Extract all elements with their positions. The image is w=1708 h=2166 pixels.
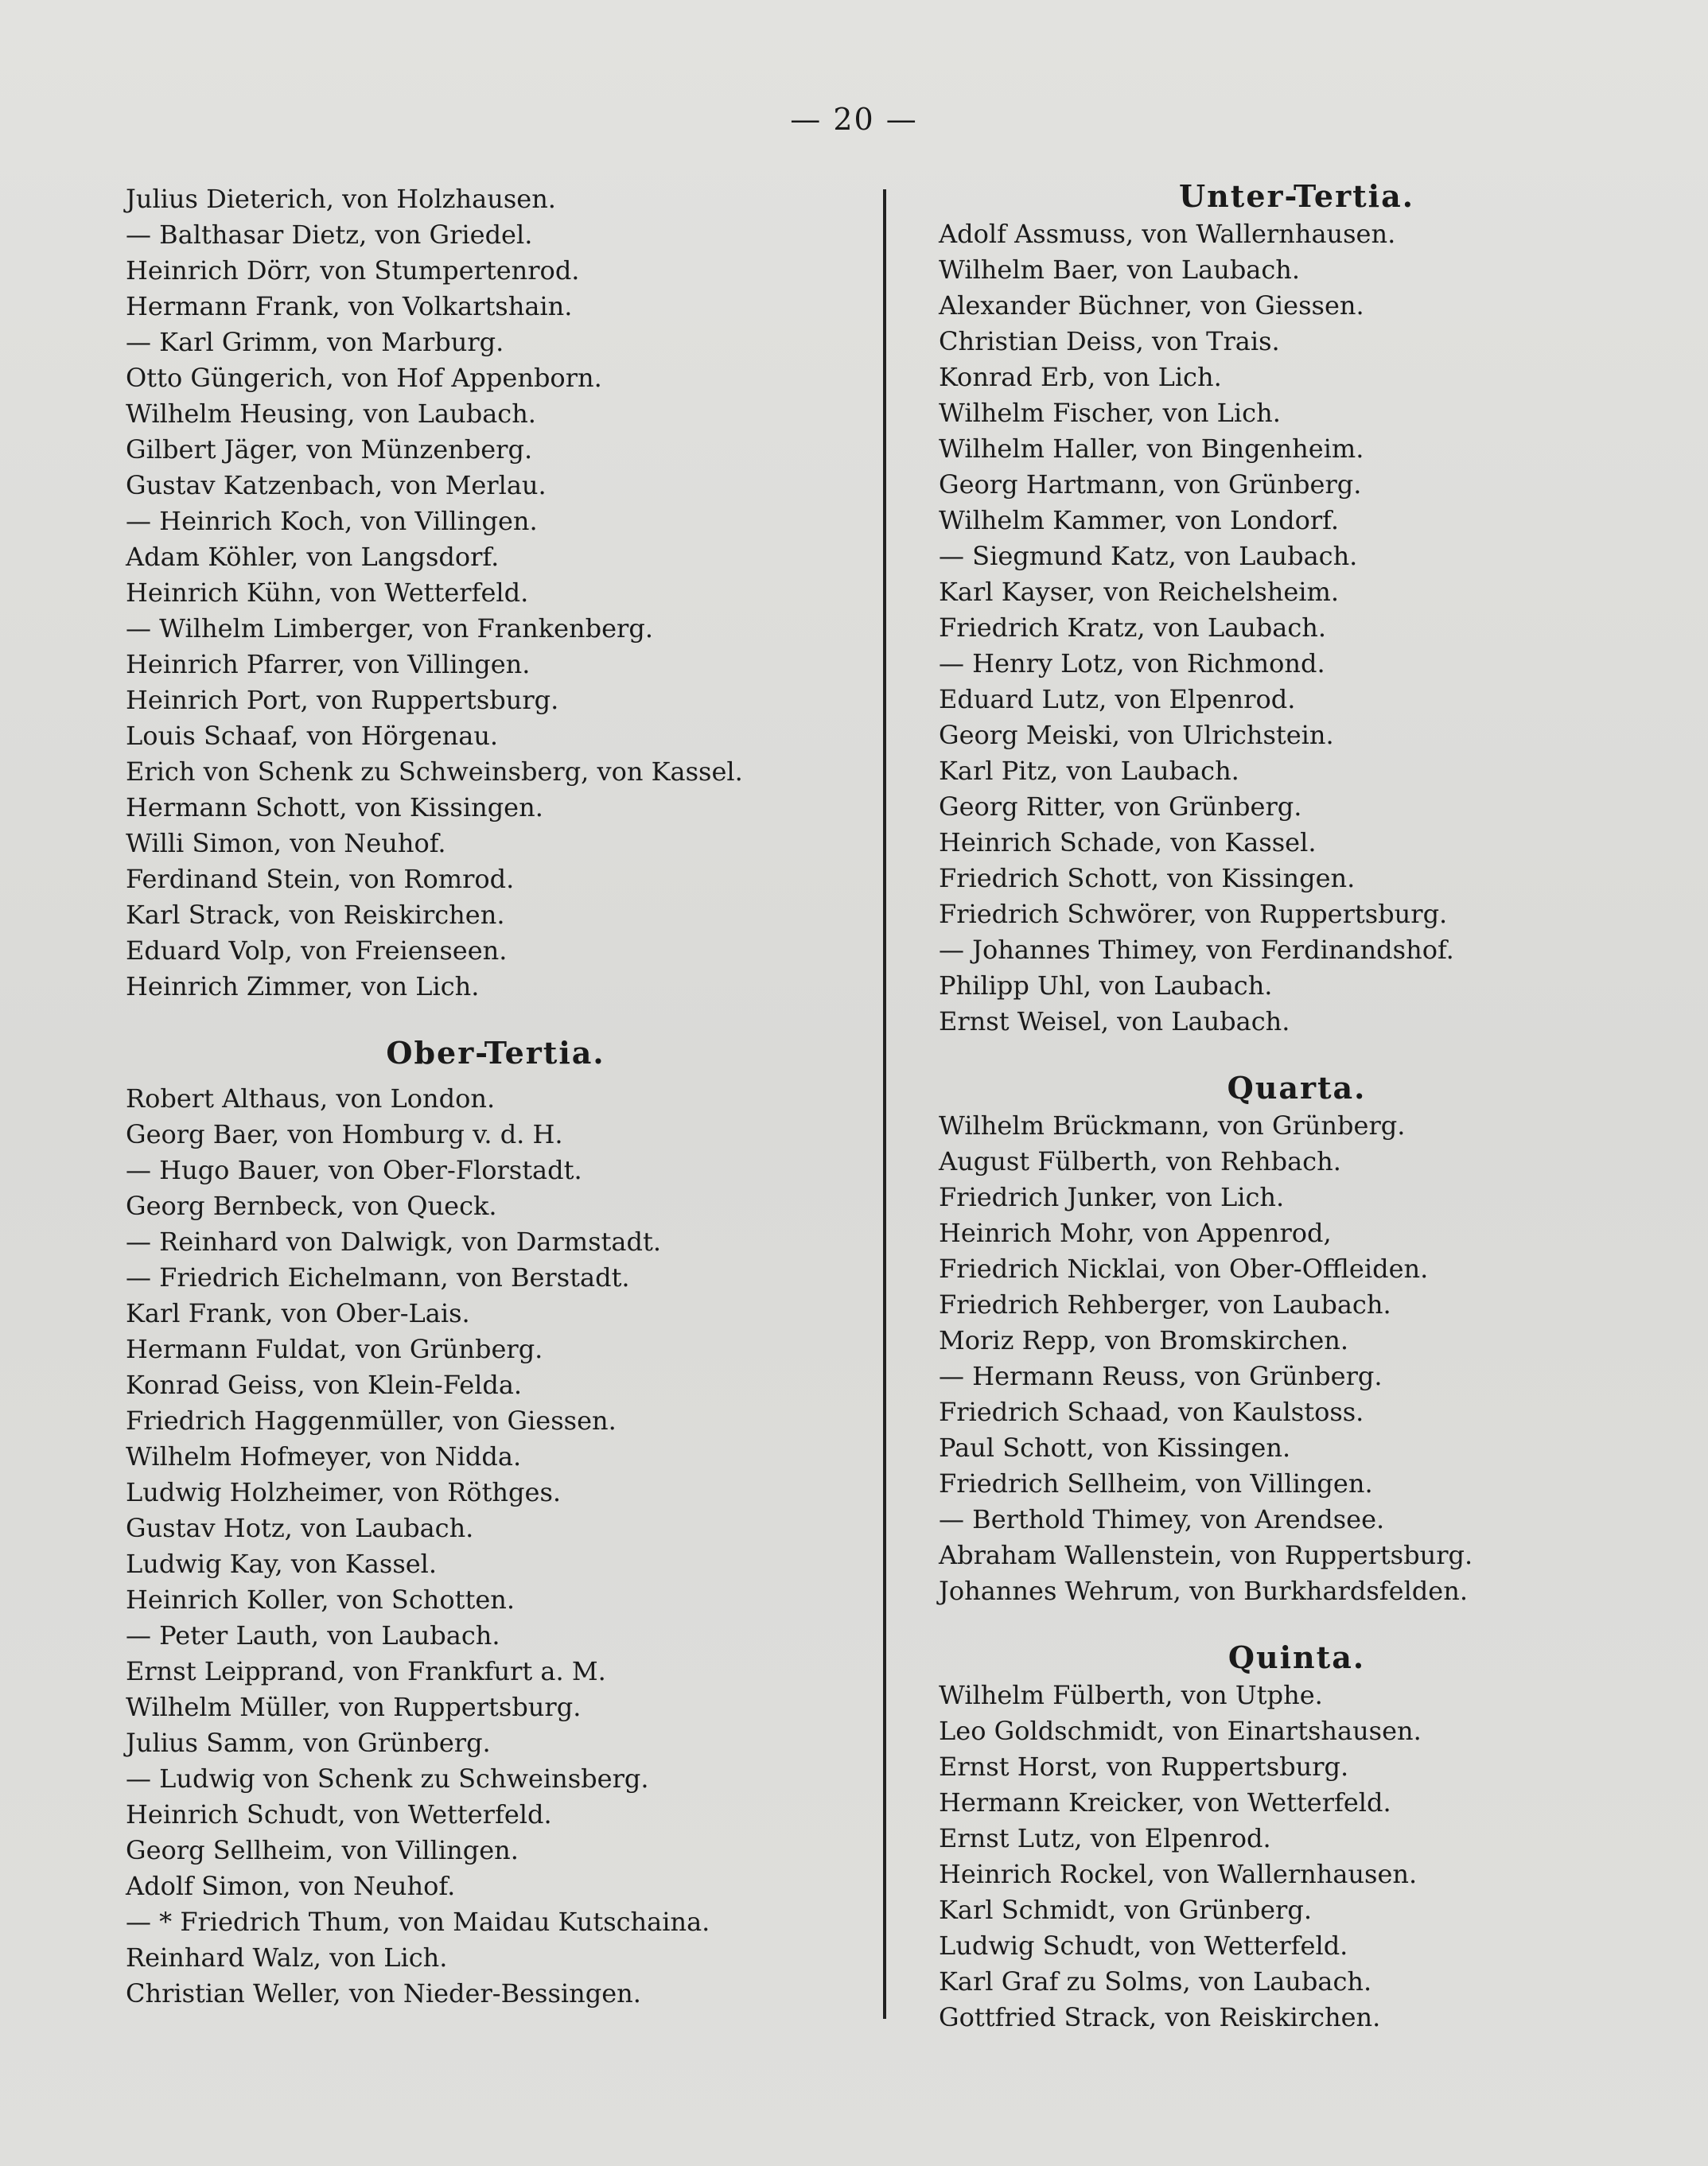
student-entry: Heinrich Pfarrer, von Villingen. [126, 649, 531, 679]
student-entry: Friedrich Junker, von Lich. [939, 1182, 1285, 1212]
section-heading-quinta: Quinta. [1228, 1639, 1366, 1675]
student-entry: — Henry Lotz, von Richmond. [939, 648, 1325, 679]
student-entry: — Hugo Bauer, von Ober-Florstadt. [126, 1155, 582, 1185]
student-entry: Georg Meiski, von Ulrichstein. [939, 720, 1334, 750]
student-entry: Wilhelm Baer, von Laubach. [939, 255, 1301, 285]
student-entry: Ernst Weisel, von Laubach. [939, 1006, 1290, 1036]
student-entry: Adolf Simon, von Neuhof. [126, 1871, 456, 1901]
student-entry: Heinrich Zimmer, von Lich. [126, 971, 480, 1001]
left-column [126, 181, 866, 2012]
student-entry: Reinhard Walz, von Lich. [126, 1942, 448, 1973]
student-entry: — Friedrich Eichelmann, von Berstadt. [126, 1262, 630, 1293]
student-entry: — Wilhelm Limberger, von Frankenberg. [126, 613, 653, 644]
student-entry: Friedrich Schaad, von Kaulstoss. [939, 1397, 1364, 1427]
student-entry: Friedrich Kratz, von Laubach. [939, 612, 1327, 643]
student-entry: Robert Althaus, von London. [126, 1083, 496, 1114]
student-entry: Friedrich Nicklai, von Ober-Offleiden. [939, 1254, 1429, 1284]
student-entry: Wilhelm Brückmann, von Grünberg. [939, 1110, 1406, 1141]
student-entry: Gustav Hotz, von Laubach. [126, 1513, 474, 1543]
continued-class-list [126, 181, 866, 1005]
student-entry: Karl Schmidt, von Grünberg. [939, 1895, 1312, 1925]
student-entry: Karl Graf zu Solms, von Laubach. [939, 1966, 1372, 1997]
student-entry: Christian Weller, von Nieder-Bessingen. [126, 1978, 641, 2009]
student-entry: Julius Dieterich, von Holzhausen. [126, 184, 556, 214]
student-entry: August Fülberth, von Rehbach. [939, 1146, 1341, 1176]
student-entry: Adam Köhler, von Langsdorf. [126, 542, 500, 572]
student-entry: Gustav Katzenbach, von Merlau. [126, 470, 547, 500]
student-entry: Abraham Wallenstein, von Ruppertsburg. [939, 1540, 1473, 1570]
student-entry: Konrad Geiss, von Klein-Felda. [126, 1370, 523, 1400]
student-entry: — Ludwig von Schenk zu Schweinsberg. [126, 1764, 649, 1794]
student-entry: Alexander Büchner, von Giessen. [939, 290, 1364, 321]
student-entry: Friedrich Schott, von Kissingen. [939, 863, 1356, 893]
ober-tertia-list [126, 1081, 866, 2012]
student-entry: Heinrich Dörr, von Stumpertenrod. [126, 255, 580, 286]
page-number: — 20 — [790, 102, 918, 137]
student-entry: Karl Pitz, von Laubach. [939, 756, 1239, 786]
student-entry: Wilhelm Heusing, von Laubach. [126, 399, 536, 429]
student-entry: Karl Strack, von Reiskirchen. [126, 900, 505, 930]
student-entry: Christian Deiss, von Trais. [939, 326, 1280, 356]
student-entry: — Peter Lauth, von Laubach. [126, 1620, 500, 1651]
student-entry: Heinrich Rockel, von Wallernhausen. [939, 1859, 1418, 1889]
student-entry: Gilbert Jäger, von Münzenberg. [126, 434, 533, 465]
right-column [939, 177, 1655, 2036]
student-entry: — Balthasar Dietz, von Griedel. [126, 220, 533, 250]
student-entry: Friedrich Rehberger, von Laubach. [939, 1289, 1391, 1320]
quarta-list [939, 1108, 1655, 1609]
student-entry: Leo Goldschmidt, von Einartshausen. [939, 1716, 1422, 1746]
student-entry: Ernst Leipprand, von Frankfurt a. M. [126, 1656, 606, 1686]
student-entry: Hermann Frank, von Volkartshain. [126, 291, 573, 321]
student-entry: Moriz Repp, von Bromskirchen. [939, 1325, 1349, 1355]
student-entry: Hermann Kreicker, von Wetterfeld. [939, 1787, 1391, 1818]
student-entry: Wilhelm Kammer, von Londorf. [939, 505, 1339, 535]
student-entry: Wilhelm Fülberth, von Utphe. [939, 1680, 1323, 1710]
student-entry: Paul Schott, von Kissingen. [939, 1433, 1291, 1463]
student-entry: Heinrich Schade, von Kassel. [939, 827, 1317, 857]
student-entry: — Heinrich Koch, von Villingen. [126, 506, 538, 536]
student-entry: Ernst Lutz, von Elpenrod. [939, 1823, 1271, 1853]
student-entry: Konrad Erb, von Lich. [939, 362, 1222, 392]
student-entry: Georg Hartmann, von Grünberg. [939, 469, 1362, 500]
student-entry: Heinrich Kühn, von Wetterfeld. [126, 577, 529, 608]
student-entry: Ludwig Holzheimer, von Röthges. [126, 1477, 562, 1507]
student-entry: Hermann Schott, von Kissingen. [126, 792, 543, 822]
student-entry: Willi Simon, von Neuhof. [126, 828, 446, 858]
student-entry: Gottfried Strack, von Reiskirchen. [939, 2002, 1381, 2032]
student-entry: Heinrich Port, von Ruppertsburg. [126, 685, 559, 715]
unter-tertia-list [939, 216, 1655, 1040]
student-entry: Johannes Wehrum, von Burkhardsfelden. [939, 1576, 1468, 1606]
student-entry: Louis Schaaf, von Hörgenau. [126, 721, 499, 751]
student-entry: Ludwig Schudt, von Wetterfeld. [939, 1931, 1348, 1961]
student-entry: Hermann Fuldat, von Grünberg. [126, 1334, 543, 1364]
student-entry: Ernst Horst, von Ruppertsburg. [939, 1752, 1349, 1782]
section-heading-unter-tertia: Unter-Tertia. [1179, 178, 1414, 214]
student-entry: — Reinhard von Dalwigk, von Darmstadt. [126, 1227, 661, 1257]
student-entry: — Berthold Thimey, von Arendsee. [939, 1504, 1385, 1534]
student-entry: — Johannes Thimey, von Ferdinandshof. [939, 935, 1454, 965]
student-entry: — * Friedrich Thum, von Maidau Kutschaina. [126, 1907, 710, 1937]
student-entry: Karl Kayser, von Reichelsheim. [939, 577, 1340, 607]
student-entry: Julius Samm, von Grünberg. [126, 1728, 491, 1758]
student-entry: Ludwig Kay, von Kassel. [126, 1549, 438, 1579]
section-heading-ober-tertia: Ober-Tertia. [386, 1035, 605, 1071]
student-entry: Wilhelm Müller, von Ruppertsburg. [126, 1692, 582, 1722]
student-entry: Ferdinand Stein, von Romrod. [126, 864, 515, 894]
student-entry: Friedrich Haggenmüller, von Giessen. [126, 1406, 617, 1436]
student-entry: Friedrich Schwörer, von Ruppertsburg. [939, 899, 1448, 929]
quinta-list [939, 1678, 1655, 2036]
student-entry: Wilhelm Haller, von Bingenheim. [939, 434, 1364, 464]
student-entry: — Hermann Reuss, von Grünberg. [939, 1361, 1383, 1391]
student-entry: Otto Güngerich, von Hof Appenborn. [126, 363, 602, 393]
student-entry: Eduard Lutz, von Elpenrod. [939, 684, 1296, 714]
student-entry: — Siegmund Katz, von Laubach. [939, 541, 1358, 571]
student-entry: Wilhelm Fischer, von Lich. [939, 398, 1281, 428]
student-entry: Adolf Assmuss, von Wallernhausen. [939, 219, 1396, 249]
student-entry: Philipp Uhl, von Laubach. [939, 970, 1273, 1001]
student-entry: Georg Ritter, von Grünberg. [939, 791, 1302, 822]
student-entry: Georg Bernbeck, von Queck. [126, 1191, 497, 1221]
student-entry: Wilhelm Hofmeyer, von Nidda. [126, 1441, 522, 1472]
student-entry: Erich von Schenk zu Schweinsberg, von Kassel. [126, 756, 743, 787]
student-entry: Heinrich Koller, von Schotten. [126, 1585, 516, 1615]
student-entry: Heinrich Mohr, von Appenrod, [939, 1218, 1332, 1248]
student-entry: Heinrich Schudt, von Wetterfeld. [126, 1799, 552, 1830]
student-entry: Friedrich Sellheim, von Villingen. [939, 1468, 1373, 1499]
student-entry: Georg Baer, von Homburg v. d. H. [126, 1119, 563, 1149]
student-entry: Eduard Volp, von Freienseen. [126, 935, 508, 966]
student-entry: Georg Sellheim, von Villingen. [126, 1835, 519, 1865]
column-divider [883, 189, 886, 2019]
section-heading-quarta: Quarta. [1227, 1070, 1367, 1106]
student-entry: Karl Frank, von Ober-Lais. [126, 1298, 470, 1328]
student-entry: — Karl Grimm, von Marburg. [126, 327, 504, 357]
